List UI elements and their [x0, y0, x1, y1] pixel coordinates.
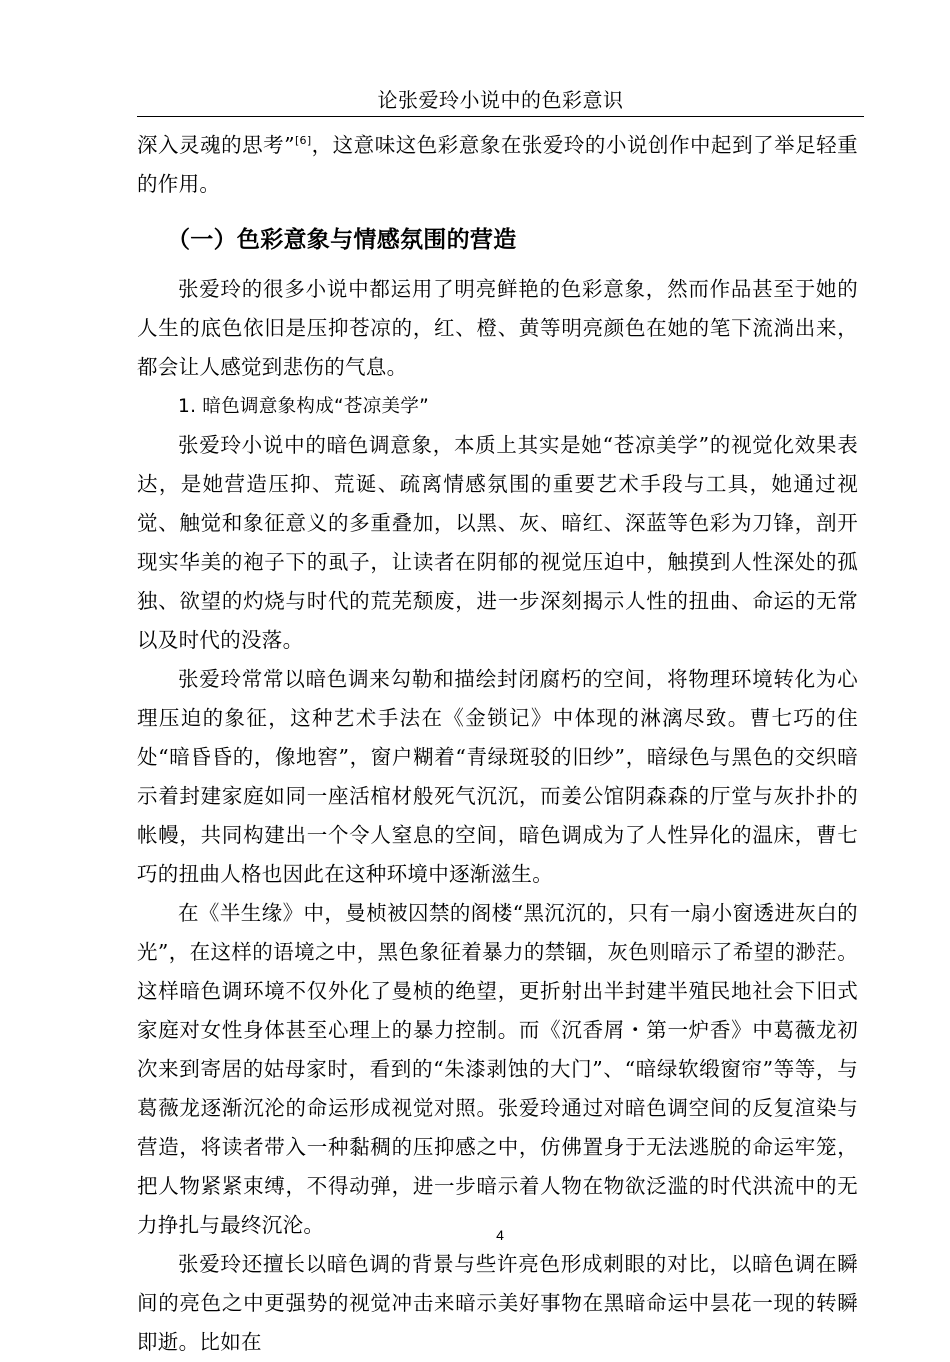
body-paragraph-2: 张爱玲常常以暗色调来勾勒和描绘封闭腐朽的空间，将物理环境转化为心理压迫的象征，这种艺术手法在《金锁记》中体现的淋漓尽致。曹七巧的住处“暗昏昏的，像地窖”，窗户糊着“青绿斑驳的旧纱”，暗绿色与黑色的交织暗示着封建家庭如同一座活棺材般死气沉沉，而姜公馆阴森森的厅堂与灰扑扑的帐幔，共同构建出一个令人窒息的空间，暗色调成为了人性异化的温床，曹七巧的扭曲人格也因此在这种环境中逐渐滋生。: [137, 667, 858, 886]
header-divider: [137, 116, 864, 117]
intro-paragraph: [137, 126, 858, 204]
subsection-heading: 1. 暗色调意象构成“苍凉美学”: [178, 396, 430, 417]
page-number: 4: [496, 1227, 504, 1243]
intro-text-before-ref: 深入灵魂的思考”: [137, 133, 295, 157]
intro-text-after-ref: ，这意味这色彩意象在张爱玲的小说创作中起到了举足轻重的作用。: [137, 133, 858, 196]
body-paragraph-1: 张爱玲小说中的暗色调意象，本质上其实是她“苍凉美学”的视觉化效果表达，是她营造压抑、荒诞、疏离情感氛围的重要艺术手段与工具，她通过视觉、触觉和象征意义的多重叠加，以黑、灰、暗红、深蓝等色彩为刀锋，剖开现实华美的袍子下的虱子，让读者在阴郁的视觉压迫中，触摸到人性深处的孤独、欲望的灼烧与时代的荒芜颓废，进一步深刻揭示人性的扭曲、命运的无常以及时代的没落。: [137, 433, 858, 652]
body-text: [137, 126, 858, 1362]
body-paragraph-3: 在《半生缘》中，曼桢被囚禁的阁楼“黑沉沉的，只有一扇小窗透进灰白的光”，在这样的语境之中，黑色象征着暴力的禁锢，灰色则暗示了希望的渺茫。这样暗色调环境不仅外化了曼桢的绝望，更折射出半封建半殖民地社会下旧式家庭对女性身体甚至心理上的暴力控制。而《沉香屑・第一炉香》中葛薇龙初次来到寄居的姑母家时，看到的“朱漆剥蚀的大门”、“暗绿软缎窗帘”等等，与葛薇龙逐渐沉沦的命运形成视觉对照。张爱玲通过对暗色调空间的反复渲染与营造，将读者带入一种黏稠的压抑感之中，仿佛置身于无法逃脱的命运牢笼，把人物紧紧束缚，不得动弹，进一步暗示着人物在物欲泛滥的时代洪流中的无力挣扎与最终沉沦。: [137, 901, 858, 1237]
section-paragraph: 张爱玲的很多小说中都运用了明亮鲜艳的色彩意象，然而作品甚至于她的人生的底色依旧是压抑苍凉的，红、橙、黄等明亮颜色在她的笔下流淌出来，都会让人感觉到悲伤的气息。: [137, 277, 858, 379]
running-header-title: 论张爱玲小说中的色彩意识: [377, 88, 624, 112]
citation-ref: [6]: [294, 134, 312, 147]
body-paragraph-4: 张爱玲还擅长以暗色调的背景与些许亮色形成刺眼的对比，以暗色调在瞬间的亮色之中更强势的视觉冲击来暗示美好事物在黑暗命运中昙花一现的转瞬即逝。比如在: [137, 1252, 858, 1354]
section-heading: （一）色彩意象与情感氛围的营造: [167, 227, 517, 253]
